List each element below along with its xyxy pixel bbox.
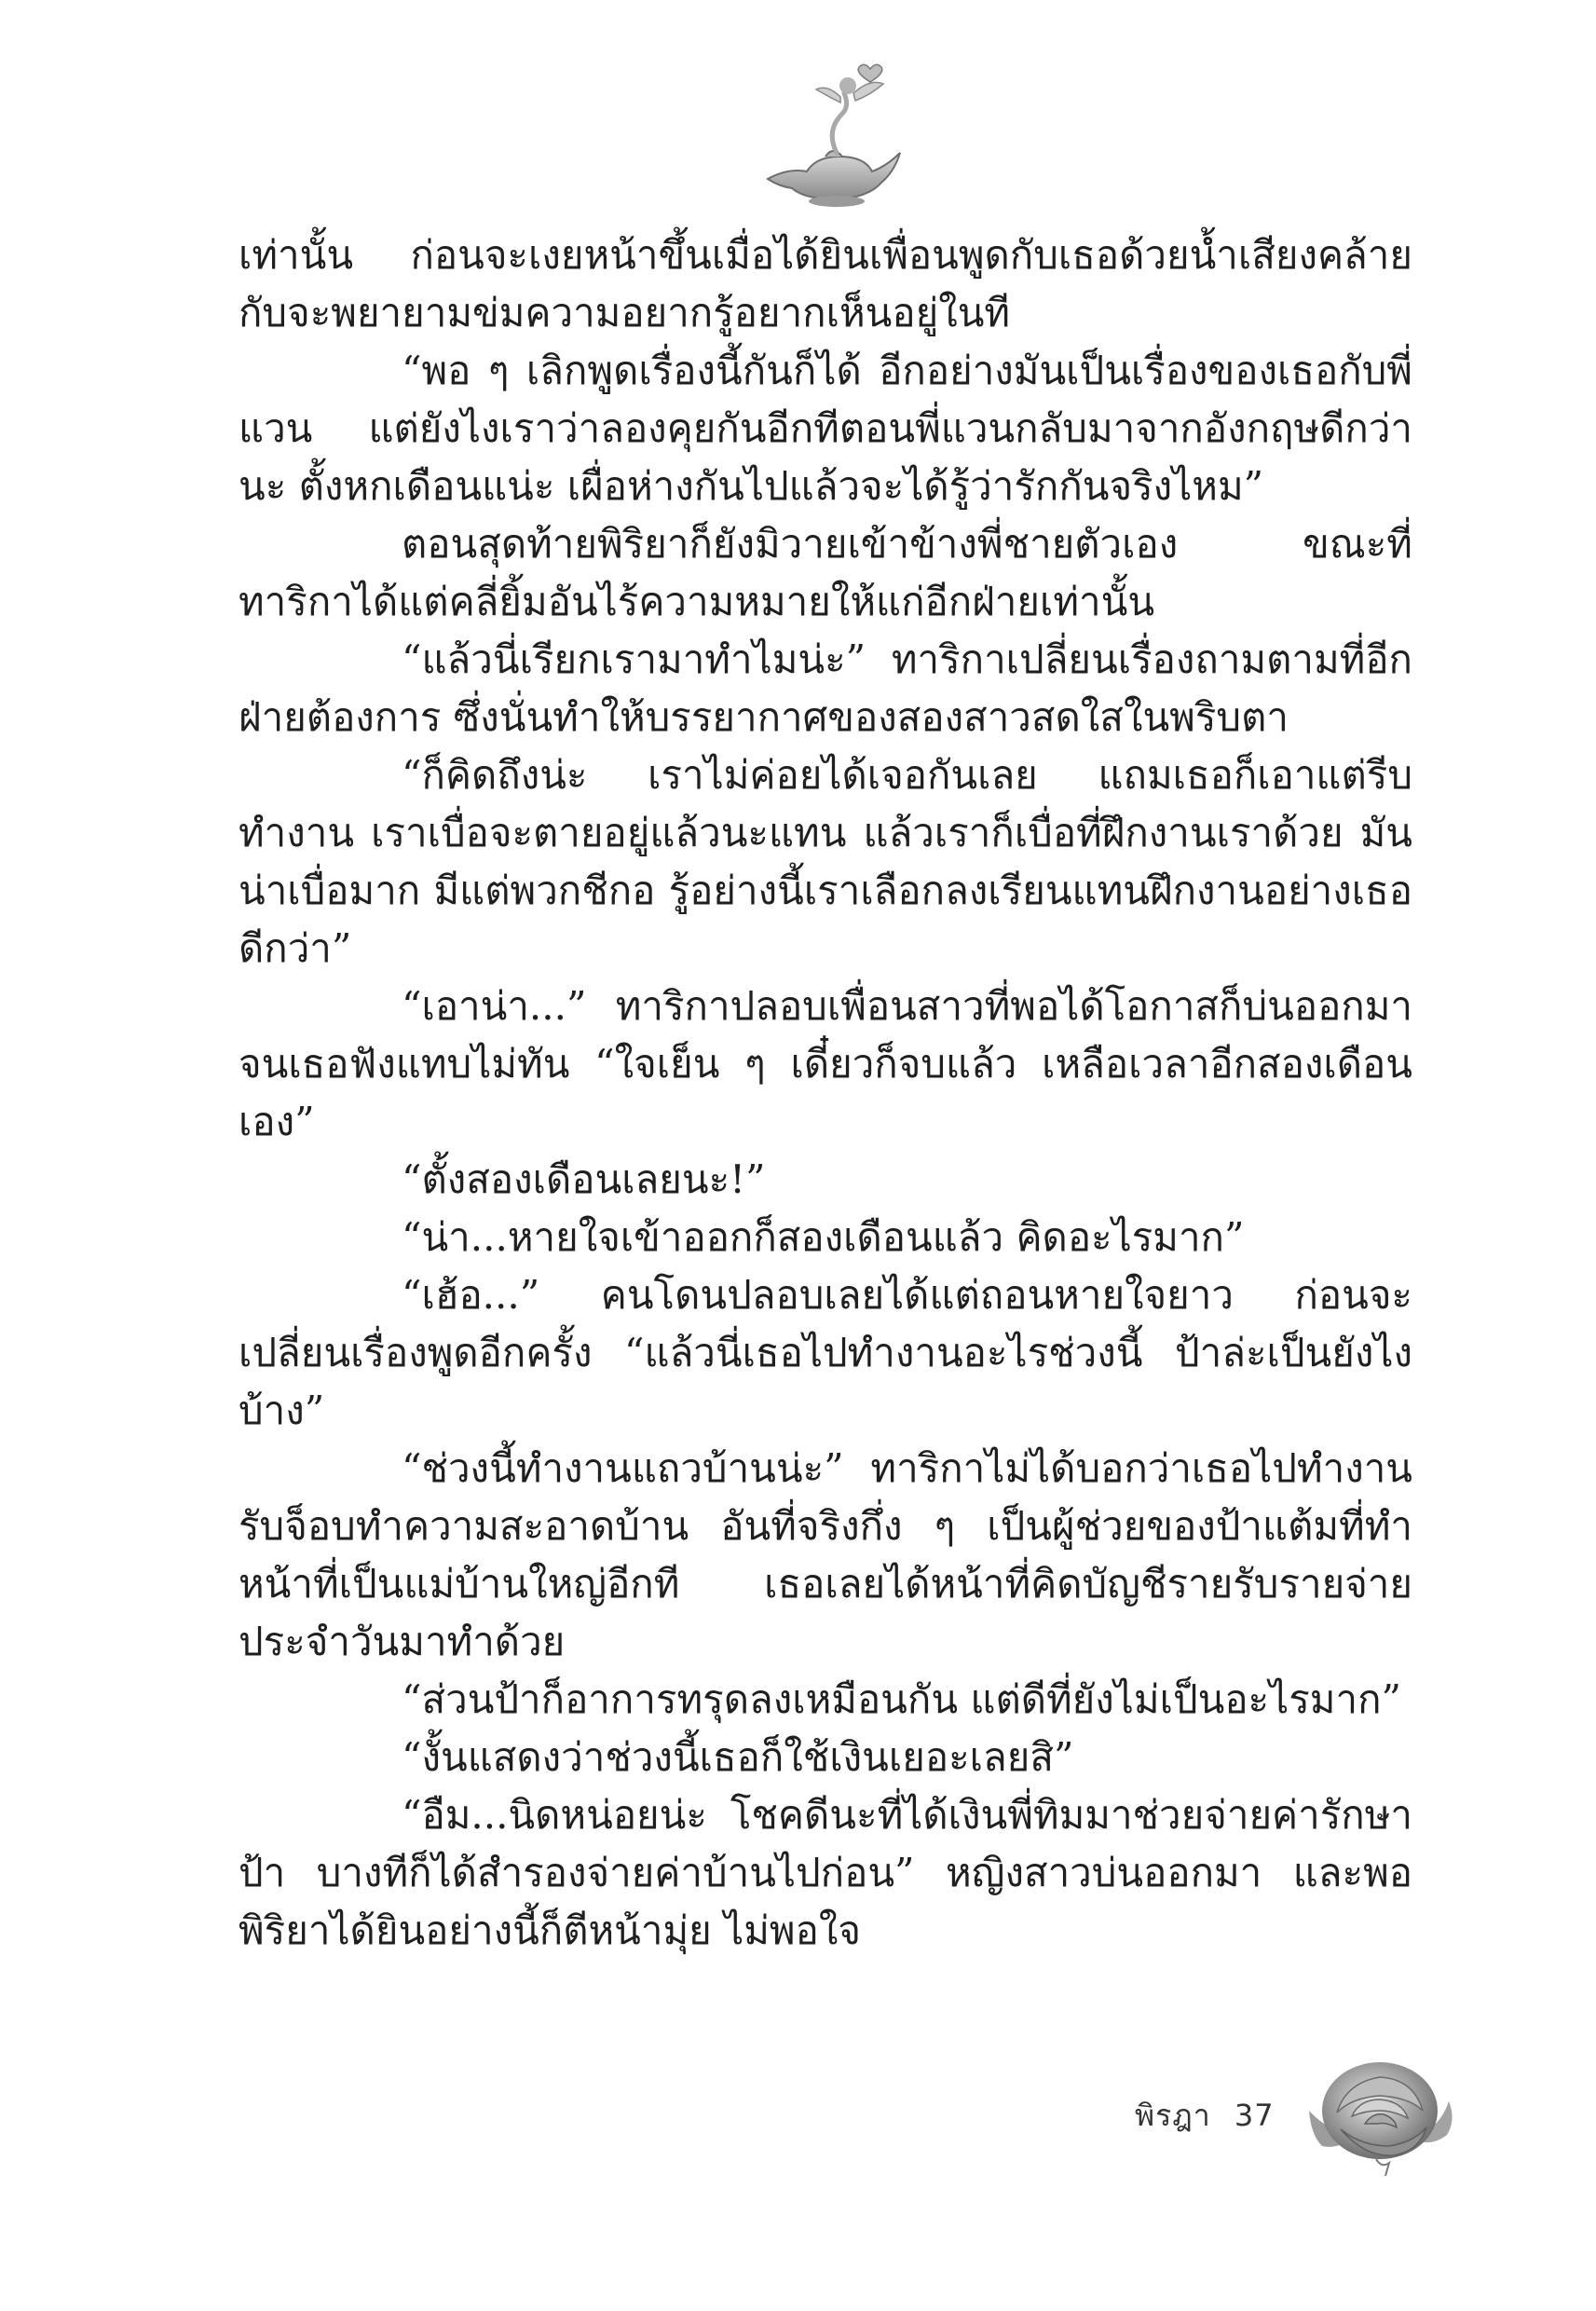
page-number: 37 (1234, 2098, 1275, 2133)
paragraph: “เฮ้อ...” คนโดนปลอบเลยได้แต่ถอนหายใจยาว ก่อนจะเปลี่ยนเรื่องพูดอีกครั้ง “แล้วนี่เธอไปทำงานอะไรช่วงนี้ ป้าล่ะเป็นยังไงบ้าง” (239, 1272, 1412, 1433)
paragraph: “น่า...หายใจเข้าออกก็สองเดือนแล้ว คิดอะไรมาก” (402, 1214, 1245, 1260)
paragraph: “แล้วนี่เรียกเรามาทำไมน่ะ” ทาริกาเปลี่ยนเรื่องถามตามที่อีกฝ่ายต้องการ ซึ่งนั่นทำให้บรรยากาศของสองสาวสดใสในพริบตา (239, 636, 1412, 740)
page-footer (1135, 2092, 1275, 2140)
paragraph: ตอนสุดท้ายพิริยาก็ยังมิวายเข้าข้างพี่ชายตัวเอง ขณะที่ทาริกาได้แต่คลี่ยิ้มอันไร้ความหมายให้แก่อีกฝ่ายเท่านั้น (239, 521, 1412, 624)
paragraph: “พอ ๆ เลิกพูดเรื่องนี้กันก็ได้ อีกอย่างมันเป็นเรื่องของเธอกับพี่แวน แต่ยังไงเราว่าลองคุยกันอีกทีตอนพี่แวนกลับมาจากอังกฤษดีกว่านะ ตั้งหกเดือนแน่ะ เผื่อห่างกันไปแล้วจะได้รู้ว่ารักกันจริงไหม” (239, 348, 1412, 509)
paragraph: “อืม...นิดหน่อยน่ะ โชคดีนะที่ได้เงินพี่ทิมมาช่วยจ่ายค่ารักษาป้า บางทีก็ได้สำรองจ่ายค่าบ้านไปก่อน” หญิงสาวบ่นออกมา และพอพิริยาได้ยินอย่างนี้ก็ตีหน้ามุ่ย ไม่พอใจ (239, 1792, 1412, 1953)
body-text (239, 226, 1412, 1960)
rose-icon (1300, 2045, 1463, 2176)
paragraph: เท่านั้น ก่อนจะเงยหน้าขึ้นเมื่อได้ยินเพื่อนพูดกับเธอด้วยน้ำเสียงคล้ายกับจะพยายามข่มความอยากรู้อยากเห็นอยู่ในที (239, 232, 1412, 335)
paragraph: “ตั้งสองเดือนเลยนะ!” (402, 1156, 766, 1202)
paragraph: “เอาน่า...” ทาริกาปลอบเพื่อนสาวที่พอได้โอกาสก็บ่นออกมาจนเธอฟังแทบไม่ทัน “ใจเย็น ๆ เดี๋ยวก็จบแล้ว เหลือเวลาอีกสองเดือนเอง” (239, 983, 1412, 1144)
paragraph: “ส่วนป้าก็อาการทรุดลงเหมือนกัน แต่ดีที่ยังไม่เป็นอะไรมาก” (402, 1676, 1401, 1722)
paragraph: “ก็คิดถึงน่ะ เราไม่ค่อยได้เจอกันเลย แถมเธอก็เอาแต่รีบทำงาน เราเบื่อจะตายอยู่แล้วนะแทน แล้วเราก็เบื่อที่ฝึกงานเราด้วย มันน่าเบื่อมาก มีแต่พวกชีกอ รู้อย่างนี้เราเลือกลงเรียนแทนฝึกงานอย่างเธอดีกว่า” (239, 752, 1412, 971)
book-title: พิรฎา (1135, 2098, 1211, 2133)
genie-lamp-fairy-icon (751, 56, 909, 214)
paragraph: “ช่วงนี้ทำงานแถวบ้านน่ะ” ทาริกาไม่ได้บอกว่าเธอไปทำงานรับจ็อบทำความสะอาดบ้าน อันที่จริงกึ่ง ๆ เป็นผู้ช่วยของป้าแต้มที่ทำหน้าที่เป็นแม่บ้านใหญ่อีกที เธอเลยได้หน้าที่คิดบัญชีรายรับรายจ่ายประจำวันมาทำด้วย (239, 1445, 1412, 1664)
paragraph: “งั้นแสดงว่าช่วงนี้เธอก็ใช้เงินเยอะเลยสิ” (402, 1734, 1074, 1780)
